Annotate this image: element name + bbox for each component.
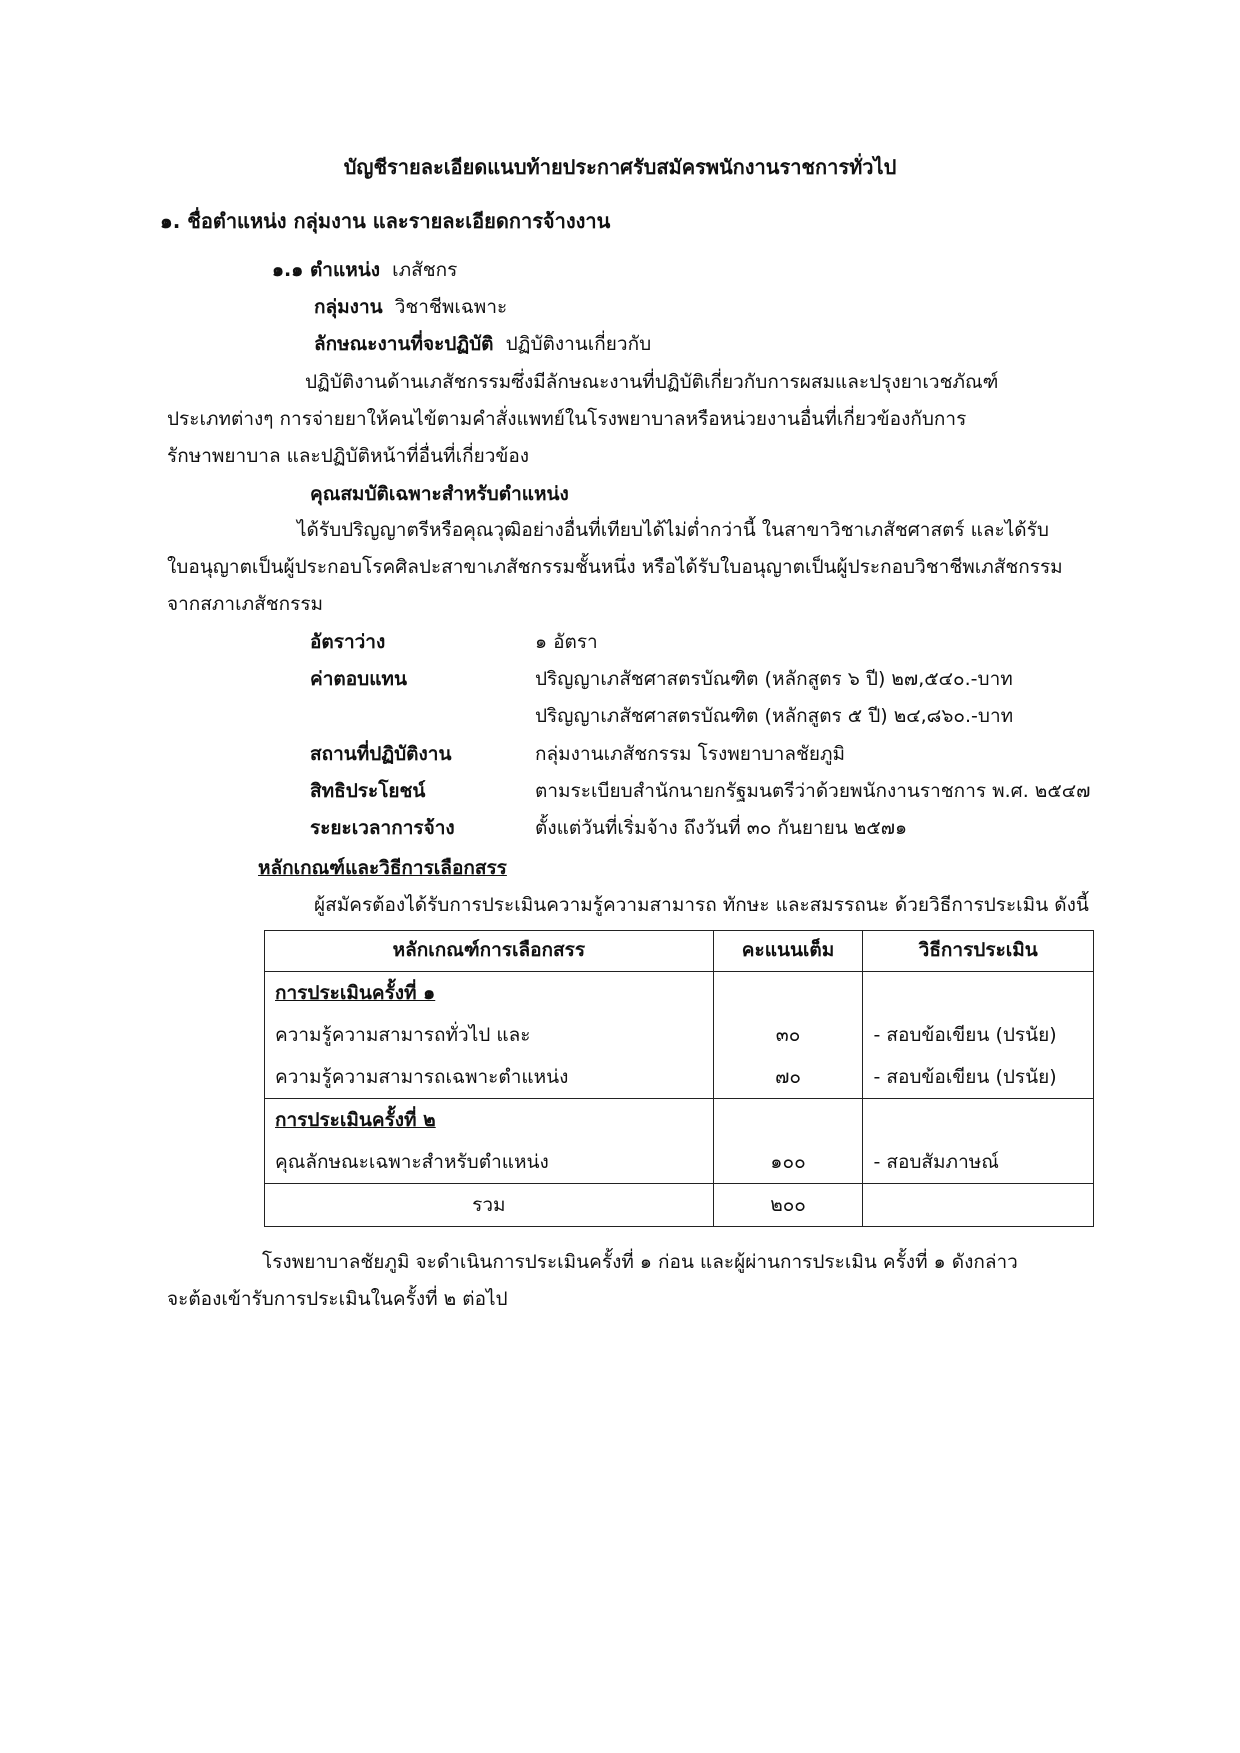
total-label-cell: [265, 1184, 714, 1227]
duty-line: ปฏิบัติงานด้านเภสัชกรรมซึ่งมีลักษณะงานที่ปฏิบัติเกี่ยวกับการผสมและปรุงยาเวชภัณฑ์: [305, 371, 999, 393]
table-total-row: [265, 1184, 1094, 1227]
duty-line: ประเภทต่างๆ การจ่ายยาให้คนไข้ตามคำสั่งแพทย์ในโรงพยาบาลหรือหน่วยงานอื่นที่เกี่ยวข้องกับการ: [167, 408, 967, 430]
selection-heading: หลักเกณฑ์และวิธีการเลือกสรร: [258, 857, 507, 879]
place-label: สถานที่ปฏิบัติงาน: [310, 743, 452, 765]
closing-line: โรงพยาบาลชัยภูมิ จะดำเนินการประเมินครั้งที่ ๑ ก่อน และผู้ผ่านการประเมิน ครั้งที่ ๑ ดังกล่าว: [262, 1251, 1018, 1273]
pay-label: ค่าตอบแทน: [310, 668, 407, 690]
vacancy-label: อัตราว่าง: [310, 631, 386, 653]
method-interview: - สอบสัมภาษณ์: [873, 1151, 999, 1173]
document-title: บัญชีรายละเอียดแนบท้ายประกาศรับสมัครพนักงานราชการทั่วไป: [343, 155, 897, 179]
header-score: คะแนนเต็ม: [713, 931, 863, 972]
qualification-label: คุณสมบัติเฉพาะสำหรับตำแหน่ง: [310, 483, 569, 505]
section-1-heading: ๑. ชื่อตำแหน่ง กลุ่มงาน และรายละเอียดการจ้างงาน: [160, 209, 611, 233]
position-row: [272, 258, 457, 284]
group-label: กลุ่มงาน: [314, 296, 383, 318]
score-attributes: ๑๐๐: [770, 1151, 806, 1173]
benefit-value: ตามระเบียบสำนักนายกรัฐมนตรีว่าด้วยพนักงานราชการ พ.ศ. ๒๕๔๗: [535, 780, 1091, 802]
duty-value: ปฏิบัติงานเกี่ยวกับ: [505, 333, 652, 355]
round-1-score-cell: [713, 972, 863, 1099]
criterion-attributes: คุณลักษณะเฉพาะสำหรับตำแหน่ง: [275, 1151, 549, 1173]
round-2-score-cell: [713, 1099, 863, 1184]
round-2-criteria-cell: [265, 1099, 714, 1184]
selection-criteria-table: [264, 930, 1094, 1227]
total-empty-cell: [863, 1184, 1094, 1227]
vacancy-value: ๑ อัตรา: [535, 631, 598, 653]
duty-label: ลักษณะงานที่จะปฏิบัติ: [314, 333, 494, 355]
round-2-label: การประเมินครั้งที่ ๒: [275, 1109, 436, 1131]
period-label: ระยะเวลาการจ้าง: [310, 817, 455, 839]
position-label: ๑.๑ ตำแหน่ง: [272, 259, 380, 281]
place-value: กลุ่มงานเภสัชกรรม โรงพยาบาลชัยภูมิ: [535, 743, 846, 765]
criterion-general: ความรู้ความสามารถทั่วไป และ: [275, 1024, 531, 1046]
round-1-method-cell: [863, 972, 1094, 1099]
duty-description: [167, 370, 1157, 481]
period-value: ตั้งแต่วันที่เริ่มจ้าง ถึงวันที่ ๓๐ กันยายน ๒๕๗๑: [535, 817, 908, 839]
round-1-criteria-cell: [265, 972, 714, 1099]
score-general: ๓๐: [775, 1024, 801, 1046]
total-score-cell: [713, 1184, 863, 1227]
qualification-line: ได้รับปริญญาตรีหรือคุณวุฒิอย่างอื่นที่เทียบได้ไม่ต่ำกว่านี้ ในสาขาวิชาเภสัชศาสตร์ และได้รับ: [297, 519, 1049, 541]
table-row-round-1: [265, 972, 1094, 1099]
benefit-label: สิทธิประโยชน์: [310, 780, 426, 802]
method-specific: - สอบข้อเขียน (ปรนัย): [873, 1066, 1057, 1088]
header-method: วิธีการประเมิน: [863, 931, 1094, 972]
header-criterion: หลักเกณฑ์การเลือกสรร: [265, 931, 714, 972]
group-row: [314, 295, 507, 321]
duty-line: รักษาพยาบาล และปฏิบัติหน้าที่อื่นที่เกี่ยวข้อง: [167, 445, 530, 467]
selection-intro: ผู้สมัครต้องได้รับการประเมินความรู้ความสามารถ ทักษะ และสมรรถนะ ด้วยวิธีการประเมิน ดังนี้: [314, 894, 1089, 916]
closing-line: จะต้องเข้ารับการประเมินในครั้งที่ ๒ ต่อไป: [167, 1288, 508, 1310]
pay-value-2: ปริญญาเภสัชศาสตรบัณฑิต (หลักสูตร ๕ ปี) ๒๔,๘๖๐.-บาท: [535, 705, 1014, 727]
qualification-line: จากสภาเภสัชกรรม: [167, 593, 324, 615]
group-value: วิชาชีพเฉพาะ: [394, 296, 508, 318]
round-1-label: การประเมินครั้งที่ ๑: [275, 982, 436, 1004]
total-label: รวม: [472, 1194, 506, 1216]
duty-row: [314, 332, 651, 358]
score-specific: ๗๐: [775, 1066, 801, 1088]
table-row-round-2: [265, 1099, 1094, 1184]
method-general: - สอบข้อเขียน (ปรนัย): [873, 1024, 1057, 1046]
closing-paragraph: [167, 1250, 1157, 1324]
position-value: เภสัชกร: [392, 259, 458, 281]
table-header-row: [265, 931, 1094, 972]
total-score: ๒๐๐: [770, 1194, 806, 1216]
qualification-description: [167, 518, 1157, 629]
round-2-method-cell: [863, 1099, 1094, 1184]
criterion-specific: ความรู้ความสามารถเฉพาะตำแหน่ง: [275, 1066, 569, 1088]
pay-value-1: ปริญญาเภสัชศาสตรบัณฑิต (หลักสูตร ๖ ปี) ๒๗,๕๔๐.-บาท: [535, 668, 1013, 690]
qualification-line: ใบอนุญาตเป็นผู้ประกอบโรคศิลปะสาขาเภสัชกรรมชั้นหนึ่ง หรือได้รับใบอนุญาตเป็นผู้ประกอบวิชาชีพเภสัชกรรม: [167, 556, 1063, 578]
